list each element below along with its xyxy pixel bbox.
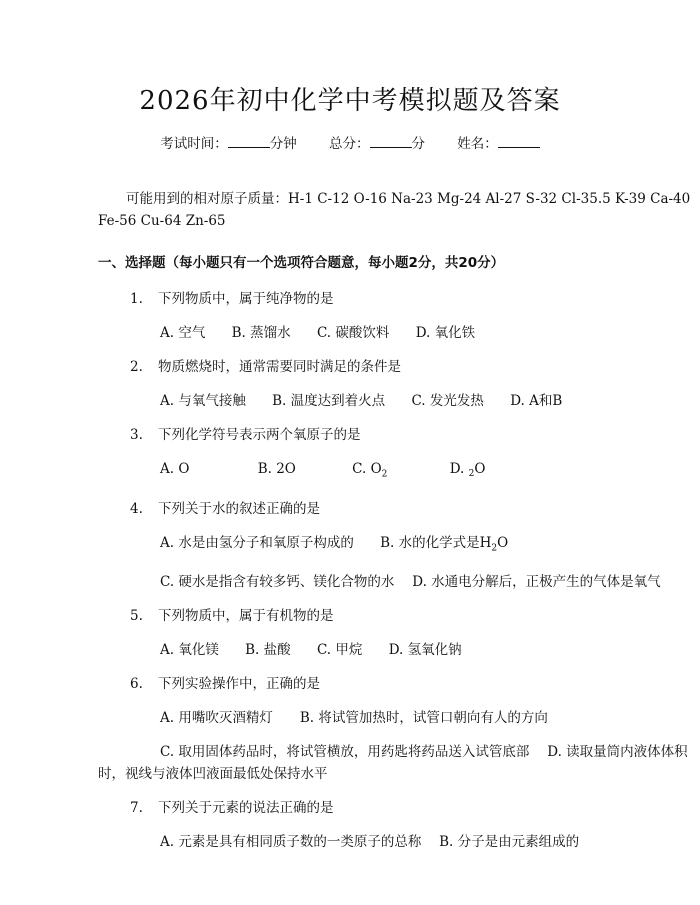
time-blank[interactable]: [228, 135, 270, 148]
time-field: 考试时间： 分钟: [160, 136, 297, 152]
option[interactable]: B. 蒸馏水: [231, 325, 291, 341]
atomic-masses: 可能用到的相对原子质量：H-1 C-12 O-16 Na-23 Mg-24 Al-27 S-32 Cl-35.5 K-39 Ca-40 Fe-56 Cu-64 Zn-65: [98, 191, 691, 229]
option[interactable]: B. 盐酸: [245, 642, 291, 659]
option[interactable]: B. 2O: [257, 461, 296, 477]
option[interactable]: A. 氧化镁: [160, 642, 219, 659]
question-3: 3. 下列化学符号表示两个氧原子的是: [130, 427, 361, 443]
option[interactable]: C. 发光发热: [411, 393, 484, 409]
question-1: 1. 下列物质中，属于纯净物的是: [130, 291, 334, 307]
question-2: 2. 物质燃烧时，通常需要同时满足的条件是: [130, 359, 401, 375]
name-blank[interactable]: [498, 135, 540, 148]
option[interactable]: D. A和B: [510, 393, 563, 409]
question-7: 7. 下列关于元素的说法正确的是: [130, 800, 334, 817]
options-3: [160, 458, 596, 486]
section-heading: 一、选择题（每小题只有一个选项符合题意，每小题2分，共20分）: [98, 255, 505, 271]
exam-content: [98, 188, 691, 865]
option[interactable]: C. 甲烷: [316, 642, 363, 659]
name-field: 姓名：: [457, 136, 540, 152]
page-title: 2026年初中化学中考模拟题及答案: [139, 86, 561, 116]
option[interactable]: D. 氧化铁: [415, 325, 476, 341]
option[interactable]: D. $_2$O: [449, 461, 486, 479]
option[interactable]: A. 水是由氢分子和氧原子构成的: [160, 534, 354, 551]
options-4: [160, 532, 596, 560]
question-5: 5. 下列物质中，属于有机物的是: [130, 608, 334, 625]
option[interactable]: B. 水的化学式是$H_2O$: [380, 534, 509, 554]
option[interactable]: B. 温度达到着火点: [272, 393, 386, 409]
score-blank[interactable]: [370, 135, 412, 148]
question-4: 4. 下列关于水的叙述正确的是: [130, 500, 320, 517]
score-field: 总分： 分: [329, 136, 425, 152]
options-4-cd[interactable]: C. 硬水是指含有较多钙、镁化合物的水 D. 水通电分解后，正极产生的气体是氧气: [160, 574, 661, 591]
question-6: 6. 下列实验操作中，正确的是: [130, 676, 320, 693]
option[interactable]: A. 与氧气接触: [160, 393, 246, 409]
option[interactable]: D. 氢氧化钠: [388, 642, 462, 659]
options-7-ab[interactable]: A. 元素是具有相同质子数的一类原子的总称 B. 分子是由元素组成的: [160, 834, 580, 851]
option[interactable]: A. 空气: [160, 325, 206, 341]
options-6-cd[interactable]: C. 取用固体药品时，将试管横放，用药匙将药品送入试管底部 D. 读取量筒内液体体积时，视线与液体凹液面最低处保持水平: [98, 744, 688, 783]
option[interactable]: C. $O_2$: [352, 461, 388, 480]
options-2: [160, 390, 596, 412]
option[interactable]: C. 碳酸饮料: [316, 325, 390, 341]
option[interactable]: A. O: [160, 461, 190, 477]
options-1: [160, 322, 596, 344]
options-6-ab[interactable]: A. 用嘴吹灭酒精灯 B. 将试管加热时，试管口朝向有人的方向: [160, 710, 548, 727]
exam-meta: [0, 132, 700, 152]
options-5: [160, 639, 596, 661]
